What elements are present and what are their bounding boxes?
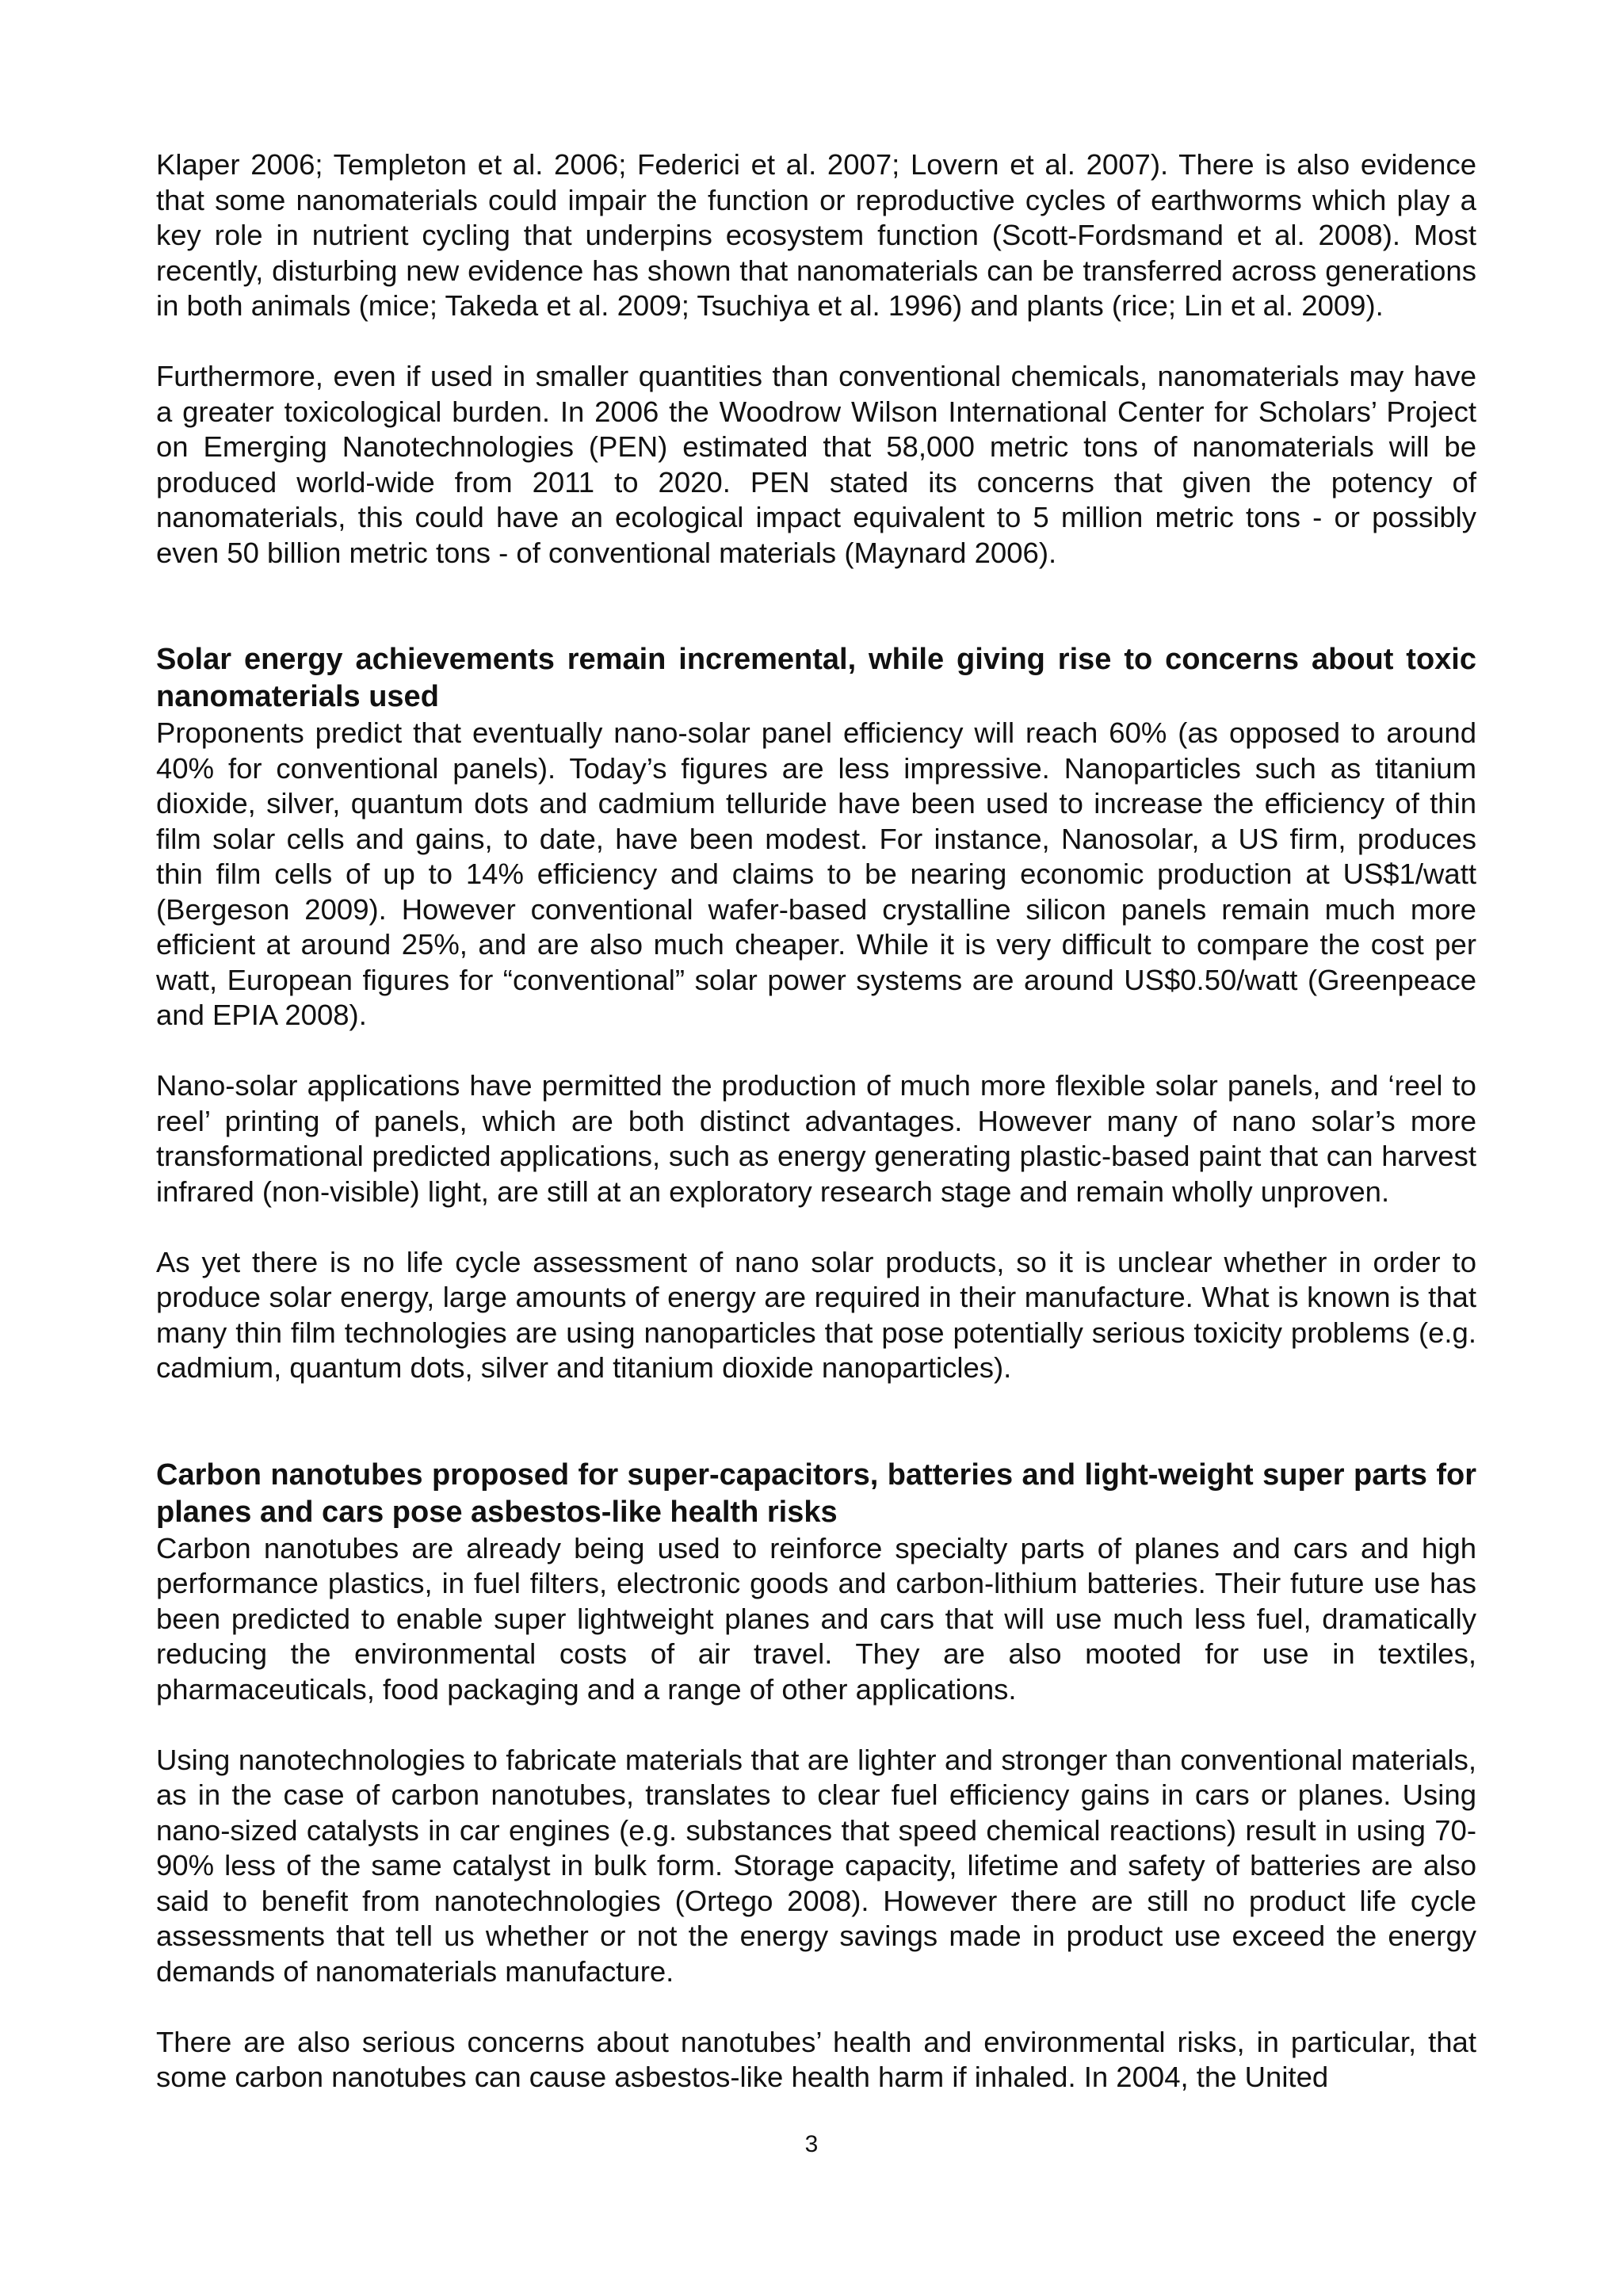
- section-spacer: [156, 1386, 1476, 1457]
- intro-paragraph-2: Furthermore, even if used in smaller quantities than conventional chemicals, nanomaterials may have a greater toxicological burden. In 2006 the Woodrow Wilson International Center for Scholars’ Project on Emerging Nanotechnologies (PEN) estimated that 58,000 metric tons of nanomaterials will be produced world-wide from 2011 to 2020. PEN stated its concerns that given the potency of nanomaterials, this could have an ecological impact equivalent to 5 million metric tons - or possibly even 50 billion metric tons - of conventional materials (Maynard 2006).: [156, 360, 1476, 569]
- paragraph-spacer: [156, 1707, 1476, 1743]
- paragraph-spacer: [156, 324, 1476, 360]
- page-number: 3: [804, 2131, 819, 2157]
- carbon-paragraph-1: Carbon nanotubes are already being used to reinforce specialty parts of planes and cars and high performance plastics, in fuel filters, electronic goods and carbon-lithium batteries. Their future use has been predicted to enable super lightweight planes and cars that will use much less fuel, dramatically reducing the environmental costs of air travel. They are also mooted for use in textiles, pharmaceuticals, food packaging and a range of other applications.: [156, 1531, 1476, 1706]
- document-page: [156, 147, 1476, 2095]
- solar-paragraph-1: Proponents predict that eventually nano-solar panel efficiency will reach 60% (as opposed to around 40% for conventional panels). Today’s figures are less impressive. Nanoparticles such as titanium dioxide, silver, quantum dots and cadmium telluride have been used to increase the efficiency of thin film solar cells and gains, to date, have been modest. For instance, Nanosolar, a US firm, produces thin film cells of up to 14% efficiency and claims to be nearing economic production at US$1/watt (Bergeson 2009). However conventional wafer-based crystalline silicon panels remain much more efficient at around 25%, and are also much cheaper. While it is very difficult to compare the cost per watt, European figures for “conventional” solar power systems are around US$0.50/watt (Greenpeace and EPIA 2008).: [156, 716, 1476, 1031]
- solar-paragraph-3: As yet there is no life cycle assessment of nano solar products, so it is unclear whether in order to produce solar energy, large amounts of energy are required in their manufacture. What is known is that many thin film technologies are using nanoparticles that pose potentially serious toxicity problems (e.g. cadmium, quantum dots, silver and titanium dioxide nanoparticles).: [156, 1245, 1476, 1384]
- solar-section-heading: Solar energy achievements remain incremental, while giving rise to concerns about toxic nanomaterials used: [156, 643, 1476, 713]
- paragraph-spacer: [156, 1033, 1476, 1069]
- carbon-paragraph-3: There are also serious concerns about nanotubes’ health and environmental risks, in particular, that some carbon nanotubes can cause asbestos-like health harm if inhaled. In 2004, the United: [156, 2025, 1476, 2093]
- section-spacer: [156, 571, 1476, 641]
- solar-paragraph-2: Nano-solar applications have permitted the production of much more flexible solar panels, and ‘reel to reel’ printing of panels, which are both distinct advantages. However many of nano solar’s more transformational predicted applications, such as energy generating plastic-based paint that can harvest infrared (non-visible) light, are still at an exploratory research stage and remain wholly unproven.: [156, 1069, 1476, 1208]
- carbon-paragraph-2: Using nanotechnologies to fabricate materials that are lighter and stronger than conventional materials, as in the case of carbon nanotubes, translates to clear fuel efficiency gains in cars or planes. Using nano-sized catalysts in car engines (e.g. substances that speed chemical reactions) result in using 70-90% less of the same catalyst in bulk form. Storage capacity, lifetime and safety of batteries are also said to benefit from nanotechnologies (Ortego 2008). However there are still no product life cycle assessments that tell us whether or not the energy savings made in product use exceed the energy demands of nanomaterials manufacture.: [156, 1743, 1476, 1988]
- intro-paragraph-1: Klaper 2006; Templeton et al. 2006; Federici et al. 2007; Lovern et al. 2007). There is also evidence that some nanomaterials could impair the function or reproductive cycles of earthworms which play a key role in nutrient cycling that underpins ecosystem function (Scott-Fordsmand et al. 2008). Most recently, disturbing new evidence has shown that nanomaterials can be transferred across generations in both animals (mice; Takeda et al. 2009; Tsuchiya et al. 1996) and plants (rice; Lin et al. 2009).: [156, 148, 1476, 322]
- paragraph-spacer: [156, 1989, 1476, 2025]
- paragraph-spacer: [156, 1209, 1476, 1245]
- carbon-section-heading: Carbon nanotubes proposed for super-capacitors, batteries and light-weight super parts for planes and cars pose asbestos-like health risks: [156, 1457, 1476, 1529]
